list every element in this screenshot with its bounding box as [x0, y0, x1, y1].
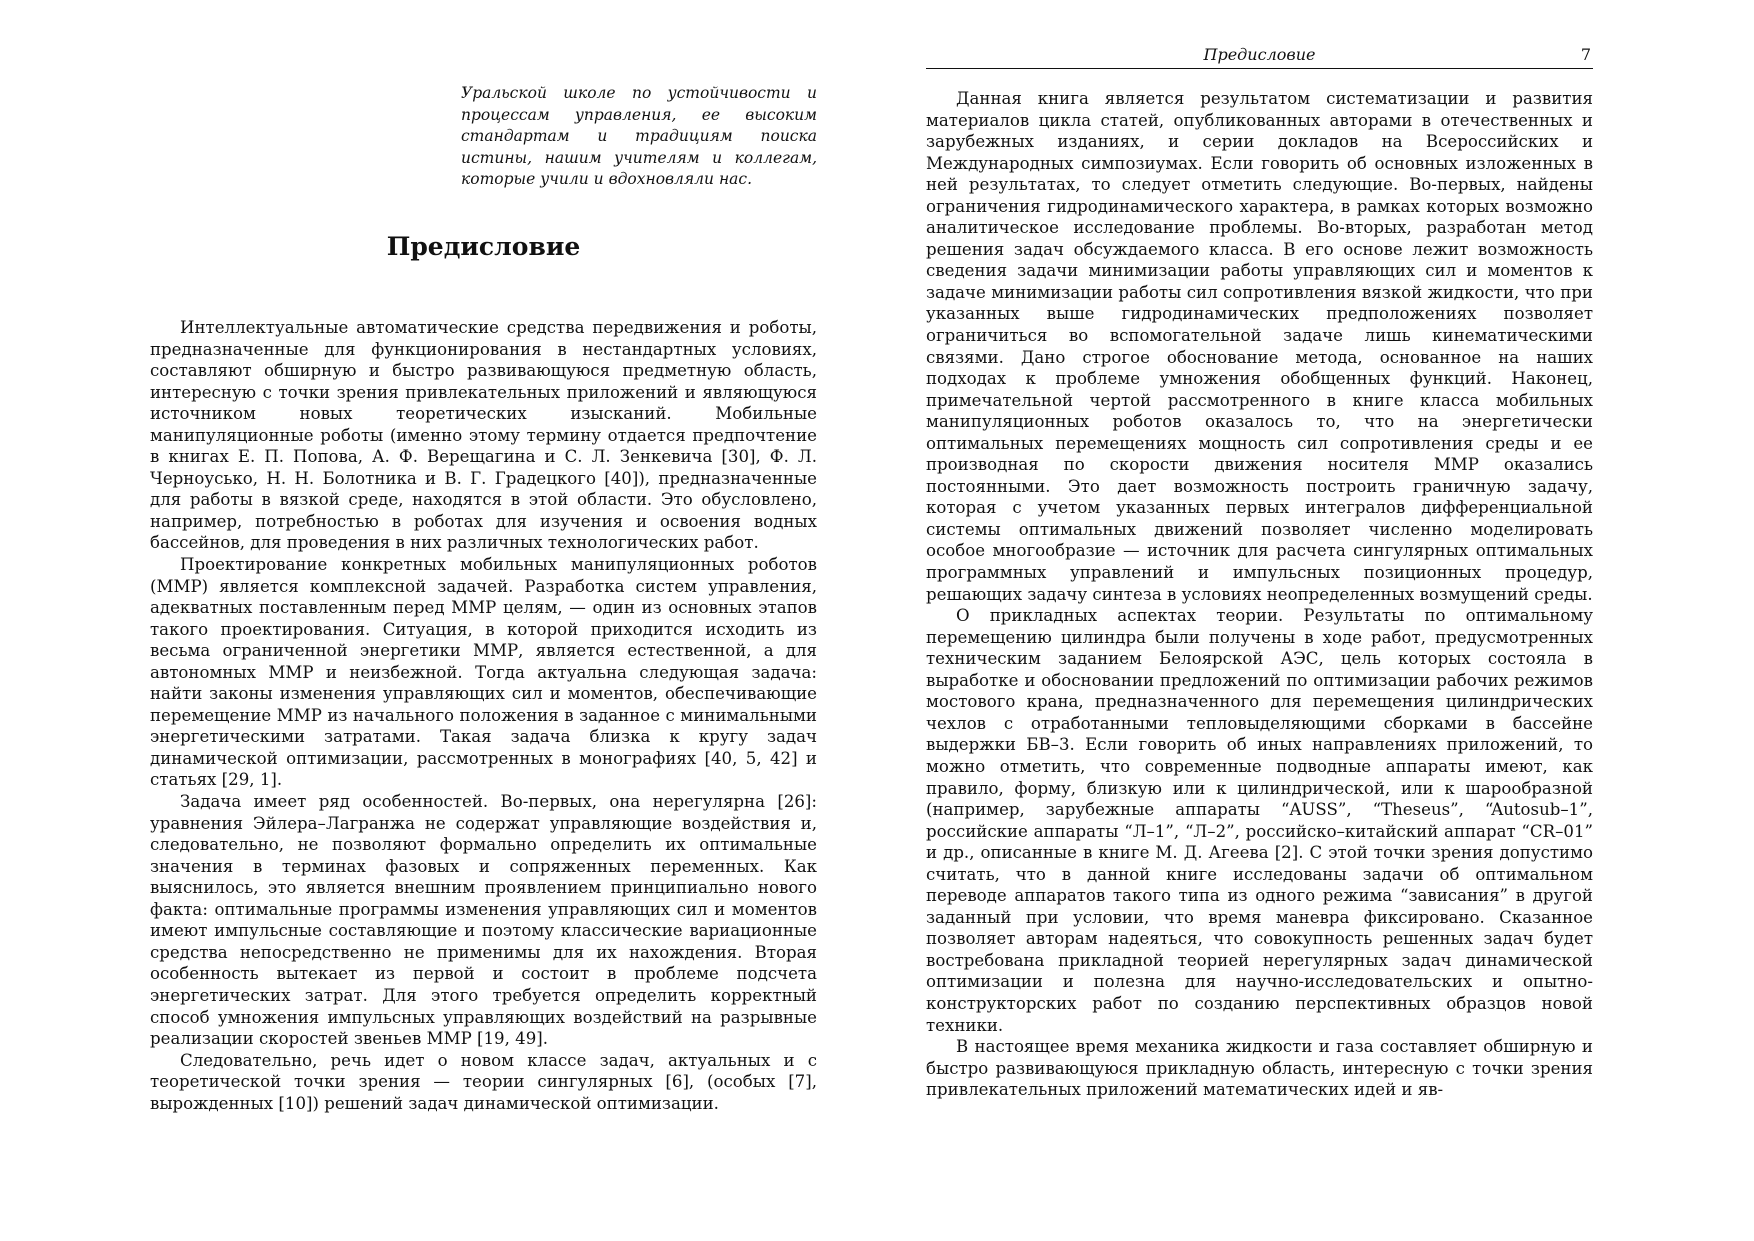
running-title: Предисловие — [1203, 45, 1316, 64]
paragraph: Интеллектуальные автоматические средства передвижения и роботы, предназначенные для функционирования в нестандартных условиях, составляют обширную и быстро развивающуюся предметную область, интересную с точки зрения привлекательных приложений и являющуюся источником новых теоретических изысканий. Мобильные манипуляционные роботы (именно этому термину отдается предпочтение в книгах Е. П. Попова, А. Ф. Верещагина и С. Л. Зенкевича [30], Ф. Л. Черноусько, Н. Н. Болотника и В. Г. Градецкого [40]), предназначенные для работы в вязкой среде, находятся в этой области. Это обусловлено, например, потребностью в роботах для изучения и освоения водных бассейнов, для проведения в них различных технологических работ. — [150, 318, 817, 553]
page-number: 7 — [1580, 45, 1591, 64]
epigraph: Уральской школе по устойчивости и процессам управления, ее высоким стандартам и традициям поиска истины, нашим учителям и коллегам, которые учили и вдохновляли нас. — [461, 84, 817, 188]
paragraph: Задача имеет ряд особенностей. Во-первых, она нерегулярна [26]: уравнения Эйлера–Лагранжа не содержат управляющие воздействия и, следовательно, не позволяют формально определить их оптимальные значения в терминах фазовых и сопряженных переменных. Как выяснилось, это является внешним проявлением принципиально нового факта: оптимальные программы изменения управляющих сил и моментов имеют импульсные составляющие и поэтому классические вариационные средства непосредственно не применимы для их нахождения. Вторая особенность вытекает из первой и состоит в проблеме подсчета энергетических затрат. Для этого требуется определить корректный способ умножения импульсных управляющих воздействий на разрывные реализации скоростей звеньев ММР [19, 49]. — [150, 792, 817, 1049]
paragraph: Следовательно, речь идет о новом классе задач, актуальных и с теоретической точки зрения — теории сингулярных [6], (особых [7], вырожденных [10]) решений задач динамической оптимизации. — [150, 1050, 817, 1113]
paragraph: Данная книга является результатом систематизации и развития материалов цикла статей, опубликованных авторами в отечественных и зарубежных изданиях, и серии докладов на Всероссийских и Международных симпозиумах. Если говорить об основных изложенных в ней результатах, то следует отметить следующие. Во-первых, найдены ограничения гидродинамического характера, в рамках которых возможно аналитическое исследование проблемы. Во-вторых, разработан метод решения задач обсуждаемого класса. В его основе лежит возможность сведения задачи минимизации работы управляющих сил и моментов к задаче минимизации работы сил сопротивления вязкой жидкости, что при указанных выше гидродинамических предположениях позволяет ограничиться во вспомогательной задаче лишь кинематическими связями. Дано строгое обоснование метода, основанное на наших подходах к проблеме умножения обобщенных функций. Наконец, примечательной чертой рассмотренного в книге класса мобильных манипуляционных роботов оказалось то, что на энергетически оптимальных перемещениях мощность сил сопротивления среды и ее производная по скорости движения носителя ММР оказались постоянными. Это дает возможность построить граничную задачу, которая с учетом указанных первых интегралов дифференциальной системы оптимальных движений позволяет численно моделировать особое многообразие — источник для расчета сингулярных оптимальных программных управлений и импульсных позиционных процедур, решающих задачу синтеза в условиях неопределенных возмущений среды. — [926, 89, 1593, 604]
running-header — [926, 42, 1593, 69]
paragraph: О прикладных аспектах теории. Результаты по оптимальному перемещению цилиндра были получены в ходе работ, предусмотренных техническим заданием Белоярской АЭС, цель которых состояла в выработке и обосновании предложений по оптимизации рабочих режимов мостового крана, предназначенного для перемещения цилиндрических чехлов с отработанными тепловыделяющими сборками в бассейне выдержки БВ–3. Если говорить об иных направлениях приложений, то можно отметить, что современные подводные аппараты имеют, как правило, форму, близкую или к цилиндрической, или к шарообразной (например, зарубежные аппараты “AUSS”, “Theseus”, “Autosub–1”, российские аппараты “Л–1”, “Л–2”, российско–китайский аппарат “CR–01” и др., описанные в книге М. Д. Агеева [2]. С этой точки зрения допустимо считать, что в данной книге исследованы задачи об оптимальном переводе аппаратов такого типа из одного режима “зависания” в другой заданный при условии, что время маневра фиксировано. Сказанное позволяет авторам надеяться, что совокупность решенных задач будет востребована прикладной теорией нерегулярных задач динамической оптимизации и полезна для научно-исследовательских и опытно-конструкторских работ по созданию перспективных образцов новой техники. — [926, 606, 1593, 1035]
paragraph: Проектирование конкретных мобильных манипуляционных роботов (ММР) является комплексной задачей. Разработка систем управления, адекватных поставленным перед ММР целям, — один из основных этапов такого проектирования. Ситуация, в которой приходится исходить из весьма ограниченной энергетики ММР, является естественной, а для автономных ММР и неизбежной. Тогда актуальна следующая задача: найти законы изменения управляющих сил и моментов, обеспечивающие перемещение ММР из начального положения в заданное с минимальными энергетическими затратами. Такая задача близка к кругу задач динамической оптимизации, рассмотренных в монографиях [40, 5, 42] и статьях [29, 1]. — [150, 555, 817, 790]
paragraph: В настоящее время механика жидкости и газа составляет обширную и быстро развивающуюся прикладную область, интересную с точки зрения привлекательных приложений математических идей и яв- — [926, 1037, 1593, 1100]
right-body-text — [926, 88, 1593, 1101]
left-body-text — [150, 317, 817, 1114]
chapter-title: Предисловие — [386, 232, 581, 261]
